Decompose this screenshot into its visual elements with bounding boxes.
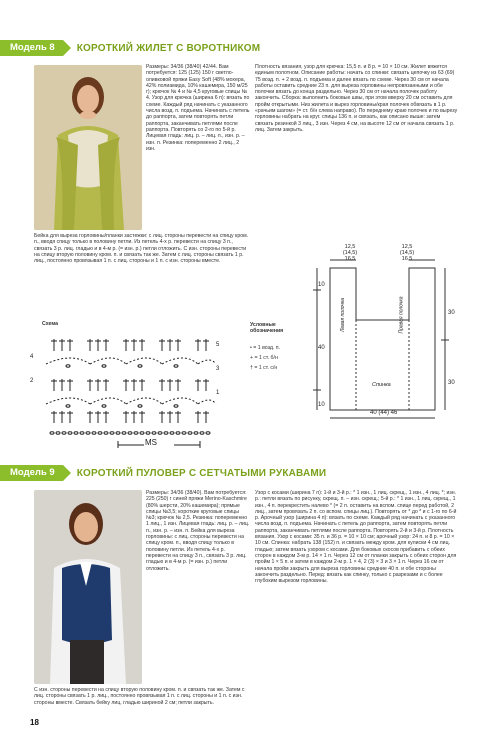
- ms-label: MS: [145, 438, 157, 447]
- model9-left-text: Размеры: 34/36 (38/40). Вам потребуется: 225 (250) г синей пряжи Merino-Kaschmire (80% шерсти, 20% кашемира); прямые спицы №3,5; короткие круговые спицы №3; крючок № 2,5. Резинка: попеременно 1 лиц., 1 изн. Лицевая гладь: лиц. р. – лиц. п., изн. р. – изн. п. Бейка для выреза горловины: с лиц. стороны перевести на спицу кром. п., вводя спицу только в половину петли. Из петель 4-х р. перевести на спицу 3 п., связать 3 р. лиц. гладью и в 4-м р. (= изн. р.) петли отложить.: [146, 490, 250, 572]
- model9-label: Модель 9: [0, 465, 63, 481]
- chain-icon: •: [250, 345, 254, 351]
- page-number: 18: [30, 718, 39, 727]
- legend-item: • = 1 возд. п.: [250, 345, 281, 351]
- back-label: Спинка: [372, 382, 391, 388]
- legend: [250, 343, 310, 373]
- model9-title: КОРОТКИЙ ПУЛОВЕР С СЕТЧАТЫМИ РУКАВАМИ: [76, 467, 327, 479]
- right-shelf-label: Правая полочка: [398, 296, 405, 334]
- row-number: 2: [30, 378, 34, 384]
- model9-bottom-text: С изн. стороны перевести на спицу вторую половину кром. п. и связать так же. Затем с лиц. стороны связать 1 р. лиц., постоянно провязывая 1 п. с лиц. стороны и 1 п. с изн. стороны вместе. Связать бейку лиц. гладью шириной 2 см; петли закрыть.: [34, 687, 245, 706]
- model9-photo: [34, 490, 142, 684]
- legend-item: + = 1 ст. б/н: [250, 355, 278, 361]
- dim-top-right: 12,5 (14,5) 16,5: [399, 244, 415, 262]
- schema-label: Схема: [42, 321, 58, 327]
- dim-top-left: 12,5 (14,5) 16,5: [342, 244, 358, 262]
- model8-label: Модель 8: [0, 40, 63, 56]
- legend-item: † = 1 ст. с/н: [250, 365, 278, 371]
- model9-banner: [0, 465, 487, 481]
- vest-pattern-diagram: [305, 240, 465, 430]
- model9-right-text: Узор с косами (ширина 7 п): 1-й и 3-й р.: * 1 изн., 1 лиц. скрещ., 1 изн., 4 лиц. *; изн. р.: петли вязать по рисунку, скрещ. п. – изн. скрещ.; 5-й р.: * 1 изн., 1 лиц. скрещ., 1 изн., 4 п. перекрестить налево * (= 2 п. оставить на вспом. спице перед работой, 2 лиц., затем провязать 2 п. со вспом. спицы лиц.). Повторять от * до * и с 1-го по 6-й р. Арочный узор (ширина 4 п): вязать по схеме. Каждый ряд начинать с указанного числа возд. п. подъема. Начинать с петель до раппорта, затем повторять петли раппорта, заканчивать петлями после раппорта. Повторять 2-й и 3-й р. Плотность вязания. Узор с косами: 35 п. и 36 р. = 10 × 10 см; арочный узор: 24 п. и 8 р. = 10 × 10 см. Спинка: набрать 138 (152) п. и связать между кром. для кулиски 4 см лиц. гладью; затем вязать узором с косами. Для боковых скосов прибавить с обеих сторон в каждом 3-м р. 14 × 1 п. Через 12 см от планки закрыть с обеих сторон для пройм 1 × 5 п. и затем в каждом 2-м р. 1 × 4, 2 (3) × 3 и 3 × 1 п. Через 16 см от начала пройм закрыть для выреза горловины средние 40 п. и обе стороны закончить раздельно. Перед: вязать как спинку, только с разрезами и с более глубоким вырезом горловины.: [255, 490, 457, 585]
- dim-right-30b: 30: [448, 380, 455, 386]
- left-shelf-label: Левая полочка: [340, 297, 347, 333]
- model8-banner: [0, 40, 487, 56]
- dim-left-10: 10: [318, 282, 325, 288]
- double-crochet-icon: †: [250, 365, 255, 371]
- model8-right-text: Плотность вязания, узор для крючка: 15,5 п. и 8 р. = 10 × 10 см. Жилет вяжется единым полотном. Описание работы: начать со спинки: связать цепочку из 63 (69) 75 возд. п. + 2 возд. п. подъема и далее вязать по схеме. Через 30 см от начала работы оставить средние 23 п. для выреза горловины непровязанными и обе полочки вязать до конца раздельно. Через 30 см от начала полочек работу закончить. Сборка: выполнить боковые швы, при этом вверху 20 см оставить для пройм открытыми. Низ жилета и вырез горловины/края полочек обвязать в 1 р. «рачьим шагом» (= ст. б/н слева направо). По переднему краю полочек и по вырезу горловины набрать на круг. спицы 136 п. и связать, как описано выше: затем связать резинкой 3 лиц., 3 изн. Через 4 см, на высоте 12 см от начала связать 1 р. лиц. Затем закрыть.: [255, 64, 458, 133]
- single-crochet-icon: +: [250, 355, 255, 361]
- legend-title: Условные обозначения: [250, 322, 284, 335]
- model8-title: КОРОТКИЙ ЖИЛЕТ С ВОРОТНИКОМ: [76, 42, 261, 54]
- dim-left-10b: 10: [318, 402, 325, 408]
- row-number: 3: [216, 366, 220, 372]
- model9-photo-illustration: [34, 490, 142, 684]
- model8-bottom-text: Бейка для выреза горловины/планки застежки: с лиц. стороны перевести на спицу кром. п., вводя спицу только в половину петли. Из петель 4-х р. перевести на спицу 3 п., связать 3 р. лиц. гладью и в 4-м р. (= изн. р.) петли отложить. С изн. стороны перевести на спицу вторую половину кром. п. и связать так же. Затем с лиц. стороны связать 1 р. лиц., постоянно провязывая 1 п. с лиц. стороны и 1 п. с изн. стороны вместе.: [34, 233, 249, 265]
- dim-bottom: 40 (44) 46: [370, 410, 398, 416]
- row-number: 4: [30, 354, 34, 360]
- model8-photo: [34, 65, 142, 230]
- row-number: 5: [216, 342, 220, 348]
- dim-left-40: 40: [318, 345, 325, 351]
- model8-photo-illustration: [34, 65, 142, 230]
- dim-right-30: 30: [448, 310, 455, 316]
- schema-row-numbers: [30, 339, 220, 399]
- row-number: 1: [216, 390, 220, 396]
- model8-left-text: Размеры: 34/36 (38/40) 42/44. Вам потребуется: 125 (125) 150 г светло-оливковой пряжи Easy Soft (48% мохера, 42% полиамида, 10% кашемира, 150 м/25 г); крючок № 4 и № 4,5 круговые спицы № 4. Узор для крючка (ширина 6 п): вязать по схеме. Каждый ряд начинать с указанного числа возд. п. подъема. Начинать с петель до раппорта, затем повторять петли раппорта, заканчивать петлями после раппорта. Повторять со 2-го по 5-й р. Лицевая гладь: лиц. р. – лиц. п., изн. р. – изн. п. Резинка: попеременно 2 лиц., 2 изн.: [146, 64, 250, 152]
